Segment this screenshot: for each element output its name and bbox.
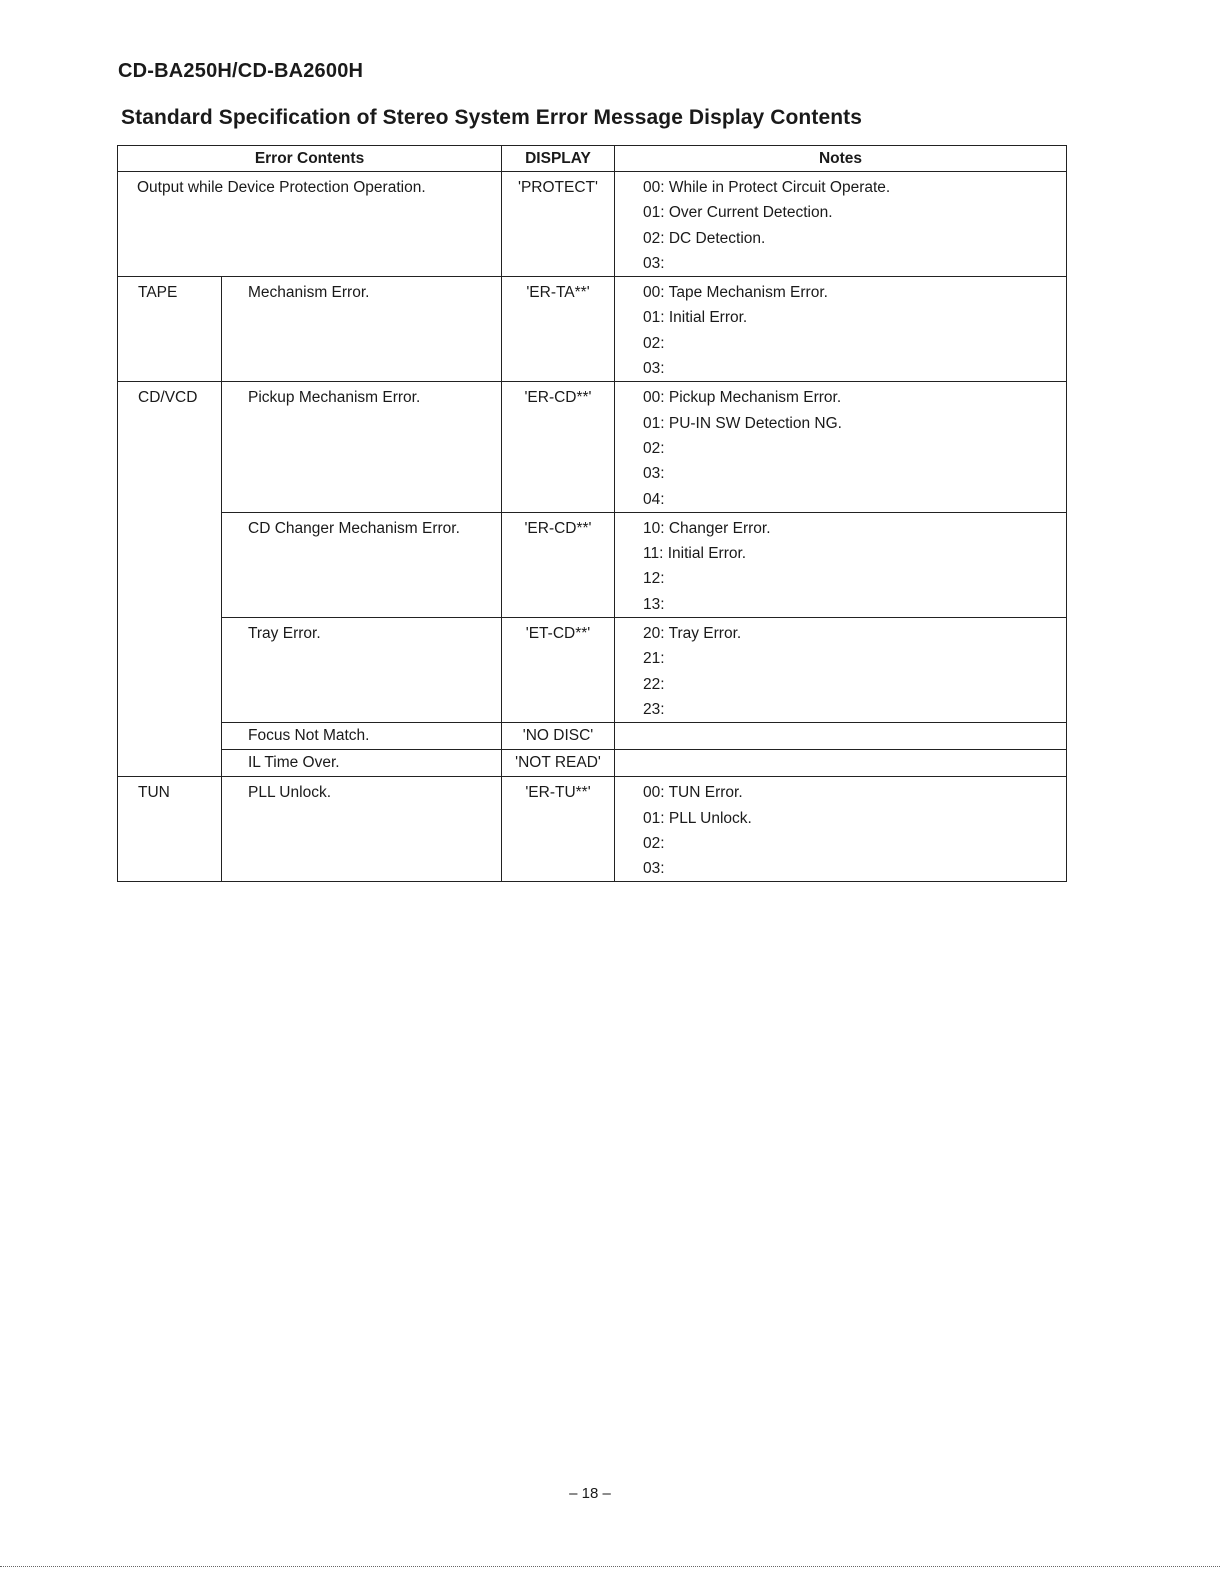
notes-protect: [615, 172, 1066, 276]
table-row: [118, 277, 1067, 382]
note-line: 03:: [643, 360, 665, 378]
error-contents-il-time: IL Time Over.: [248, 754, 340, 772]
table-row: [118, 723, 1067, 750]
note-line: 22:: [643, 675, 665, 693]
notes-changer: [615, 513, 1066, 617]
error-contents-pickup: Pickup Mechanism Error.: [248, 389, 421, 407]
note-line: 03:: [643, 254, 665, 272]
note-line: 12:: [643, 570, 665, 588]
table-row: [118, 750, 1067, 777]
error-contents-tape: Mechanism Error.: [248, 284, 370, 302]
display-changer: 'ER-CD**': [524, 519, 592, 537]
display-focus: 'NO DISC': [522, 727, 594, 745]
note-line: 03:: [643, 860, 665, 878]
table-row: [118, 618, 1067, 723]
header-error-contents: Error Contents: [118, 146, 502, 172]
header-notes: Notes: [615, 146, 1067, 172]
note-line: 00: Pickup Mechanism Error.: [643, 389, 842, 407]
category-tun: TUN: [138, 784, 170, 802]
note-line: 01: PU-IN SW Detection NG.: [643, 414, 842, 432]
table-row: [118, 172, 1067, 277]
notes-tape: [615, 277, 1066, 381]
notes-tray: [615, 618, 1066, 722]
note-line: 21:: [643, 650, 665, 668]
note-line: 01: Over Current Detection.: [643, 204, 833, 222]
note-line: 00: While in Protect Circuit Operate.: [643, 179, 891, 196]
note-line: 00: TUN Error.: [643, 784, 743, 802]
category-tape: TAPE: [138, 284, 178, 302]
table-row: [118, 382, 1067, 512]
header-display: DISPLAY: [502, 146, 615, 172]
note-line: 11: Initial Error.: [643, 545, 747, 563]
note-line: 03:: [643, 465, 665, 483]
display-pickup: 'ER-CD**': [524, 389, 592, 407]
error-spec-table: [117, 145, 1067, 882]
error-contents-changer: CD Changer Mechanism Error.: [248, 519, 460, 537]
page-number: – 18 –: [569, 1485, 611, 1502]
display-tape: 'ER-TA**': [526, 284, 590, 302]
bottom-divider: [0, 1566, 1220, 1567]
note-line: 02: DC Detection.: [643, 229, 766, 247]
table-row: [118, 512, 1067, 617]
category-cd-vcd: CD/VCD: [138, 389, 198, 407]
model-number: CD-BA250H/CD-BA2600H: [118, 60, 364, 82]
note-line: 20: Tray Error.: [643, 625, 742, 643]
display-tray: 'ET-CD**': [525, 625, 591, 643]
display-protect: 'PROTECT': [518, 179, 598, 196]
error-contents-tun: PLL Unlock.: [248, 784, 331, 802]
note-line: 04:: [643, 490, 665, 508]
note-line: 13:: [643, 595, 665, 613]
notes-tun: [615, 777, 1066, 881]
document-title: Standard Specification of Stereo System Error Message Display Contents: [121, 106, 863, 129]
note-line: 10: Changer Error.: [643, 519, 771, 537]
note-line: 01: PLL Unlock.: [643, 809, 752, 827]
error-contents-focus: Focus Not Match.: [248, 727, 370, 745]
note-line: 02:: [643, 439, 665, 457]
table-row: [118, 777, 1067, 882]
error-contents-protect: Output while Device Protection Operation.: [137, 179, 426, 196]
note-line: 01: Initial Error.: [643, 309, 748, 327]
note-line: 02:: [643, 334, 665, 352]
table-header-row: [118, 146, 1067, 172]
notes-pickup: [615, 382, 1066, 511]
note-line: 23:: [643, 700, 665, 718]
error-contents-tray: Tray Error.: [248, 625, 321, 643]
display-tun: 'ER-TU**': [525, 784, 591, 802]
note-line: 00: Tape Mechanism Error.: [643, 284, 828, 302]
display-il-time: 'NOT READ': [515, 754, 601, 772]
note-line: 02:: [643, 834, 665, 852]
